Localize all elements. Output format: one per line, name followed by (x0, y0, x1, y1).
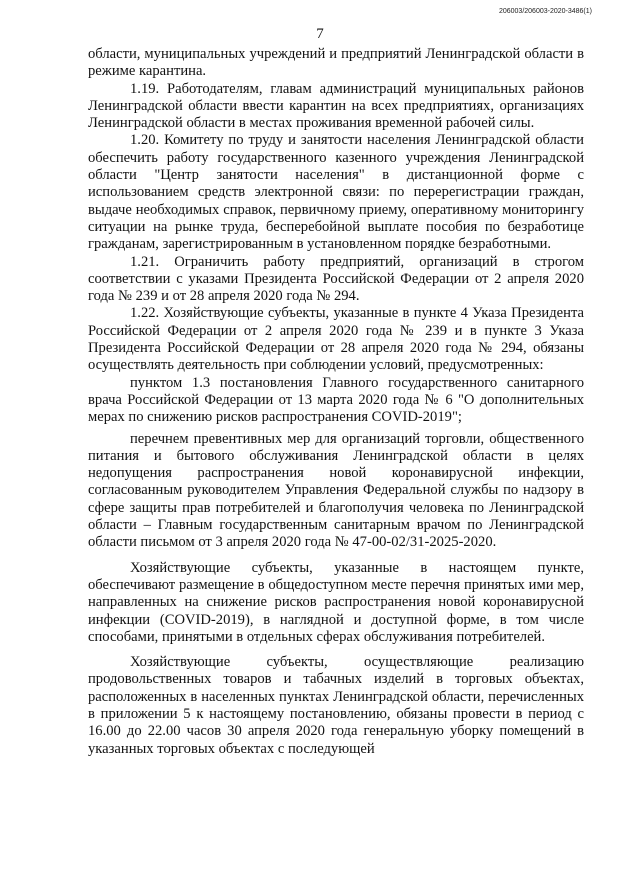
page-bottom-edge (0, 869, 640, 877)
paragraph-placement-of-measures: Хозяйствующие субъекты, указанные в настоящем пункте, обеспечивают размещение в общедоступном месте перечня принятых ими мер, направленных на снижение рисков распространения новой коронавирусной инфекции (COVID-2019), в наглядной и доступной форме, в том числе способами, принятыми в отдельных сферах обслуживания потребителей. (88, 559, 584, 645)
document-id: 206003/206003-2020-3486(1) (498, 8, 592, 15)
document-body (88, 46, 584, 758)
paragraph-1-22: 1.22. Хозяйствующие субъекты, указанные в пункте 4 Указа Президента Российской Федерации от 2 апреля 2020 года № 239 и в пункте 3 Указа Президента Российской Федерации от 28 апреля 2020 года № 294, обязаны осуществлять деятельность при соблюдении условий, предусмотренных: (88, 305, 584, 374)
paragraph-general-cleaning: Хозяйствующие субъекты, осуществляющие реализацию продовольственных товаров и табачных изделий в торговых объектах, расположенных в населенных пунктах Ленинградской области, перечисленных в приложении 5 к настоящему постановлению, обязаны провести в период с 16.00 до 22.00 часов 30 апреля 2020 года генеральную уборку помещений в указанных торговых объектах с последующей (88, 654, 584, 757)
paragraph-1-19: 1.19. Работодателям, главам администраций муниципальных районов Ленинградской области ввести карантин на всех предприятиях, организациях Ленинградской области в местах проживания временной рабочей силы. (88, 80, 584, 132)
paragraph-1-20: 1.20. Комитету по труду и занятости населения Ленинградской области обеспечить работу государственного казенного учреждения Ленинградской области "Центр занятости населения" в дистанционной форме с использованием средств электронной связи: по перерегистрации граждан, выдаче необходимых справок, первичному приему, оперативному мониторингу ситуации на рынке труда, бесперебойной выплате пособия по безработице гражданам, зарегистрированным в установленном порядке безработными. (88, 132, 584, 253)
paragraph-item-1-3: пунктом 1.3 постановления Главного государственного санитарного врача Российской Федерации от 13 марта 2020 года № 6 "О дополнительных мерах по снижению рисков распространения COVID-2019"; (88, 374, 584, 426)
page-number: 7 (316, 26, 324, 42)
paragraph-continuation: области, муниципальных учреждений и предприятий Ленинградской области в режиме карантина. (88, 46, 584, 80)
paragraph-item-preventive-measures: перечнем превентивных мер для организаций торговли, общественного питания и бытового обслуживания Ленинградской области в целях недопущения распространения новой коронавирусной инфекции, согласованным руководителем Управления Федеральной службы по надзору в сфере защиты прав потребителей и благополучия человека по Ленинградской области – Главным государственным санитарным врачом по Ленинградской области письмом от 3 апреля 2020 года № 47-00-02/31-2025-2020. (88, 430, 584, 551)
paragraph-1-21: 1.21. Ограничить работу предприятий, организаций в строгом соответствии с указами Президента Российской Федерации от 2 апреля 2020 года № 239 и от 28 апреля 2020 года № 294. (88, 253, 584, 305)
